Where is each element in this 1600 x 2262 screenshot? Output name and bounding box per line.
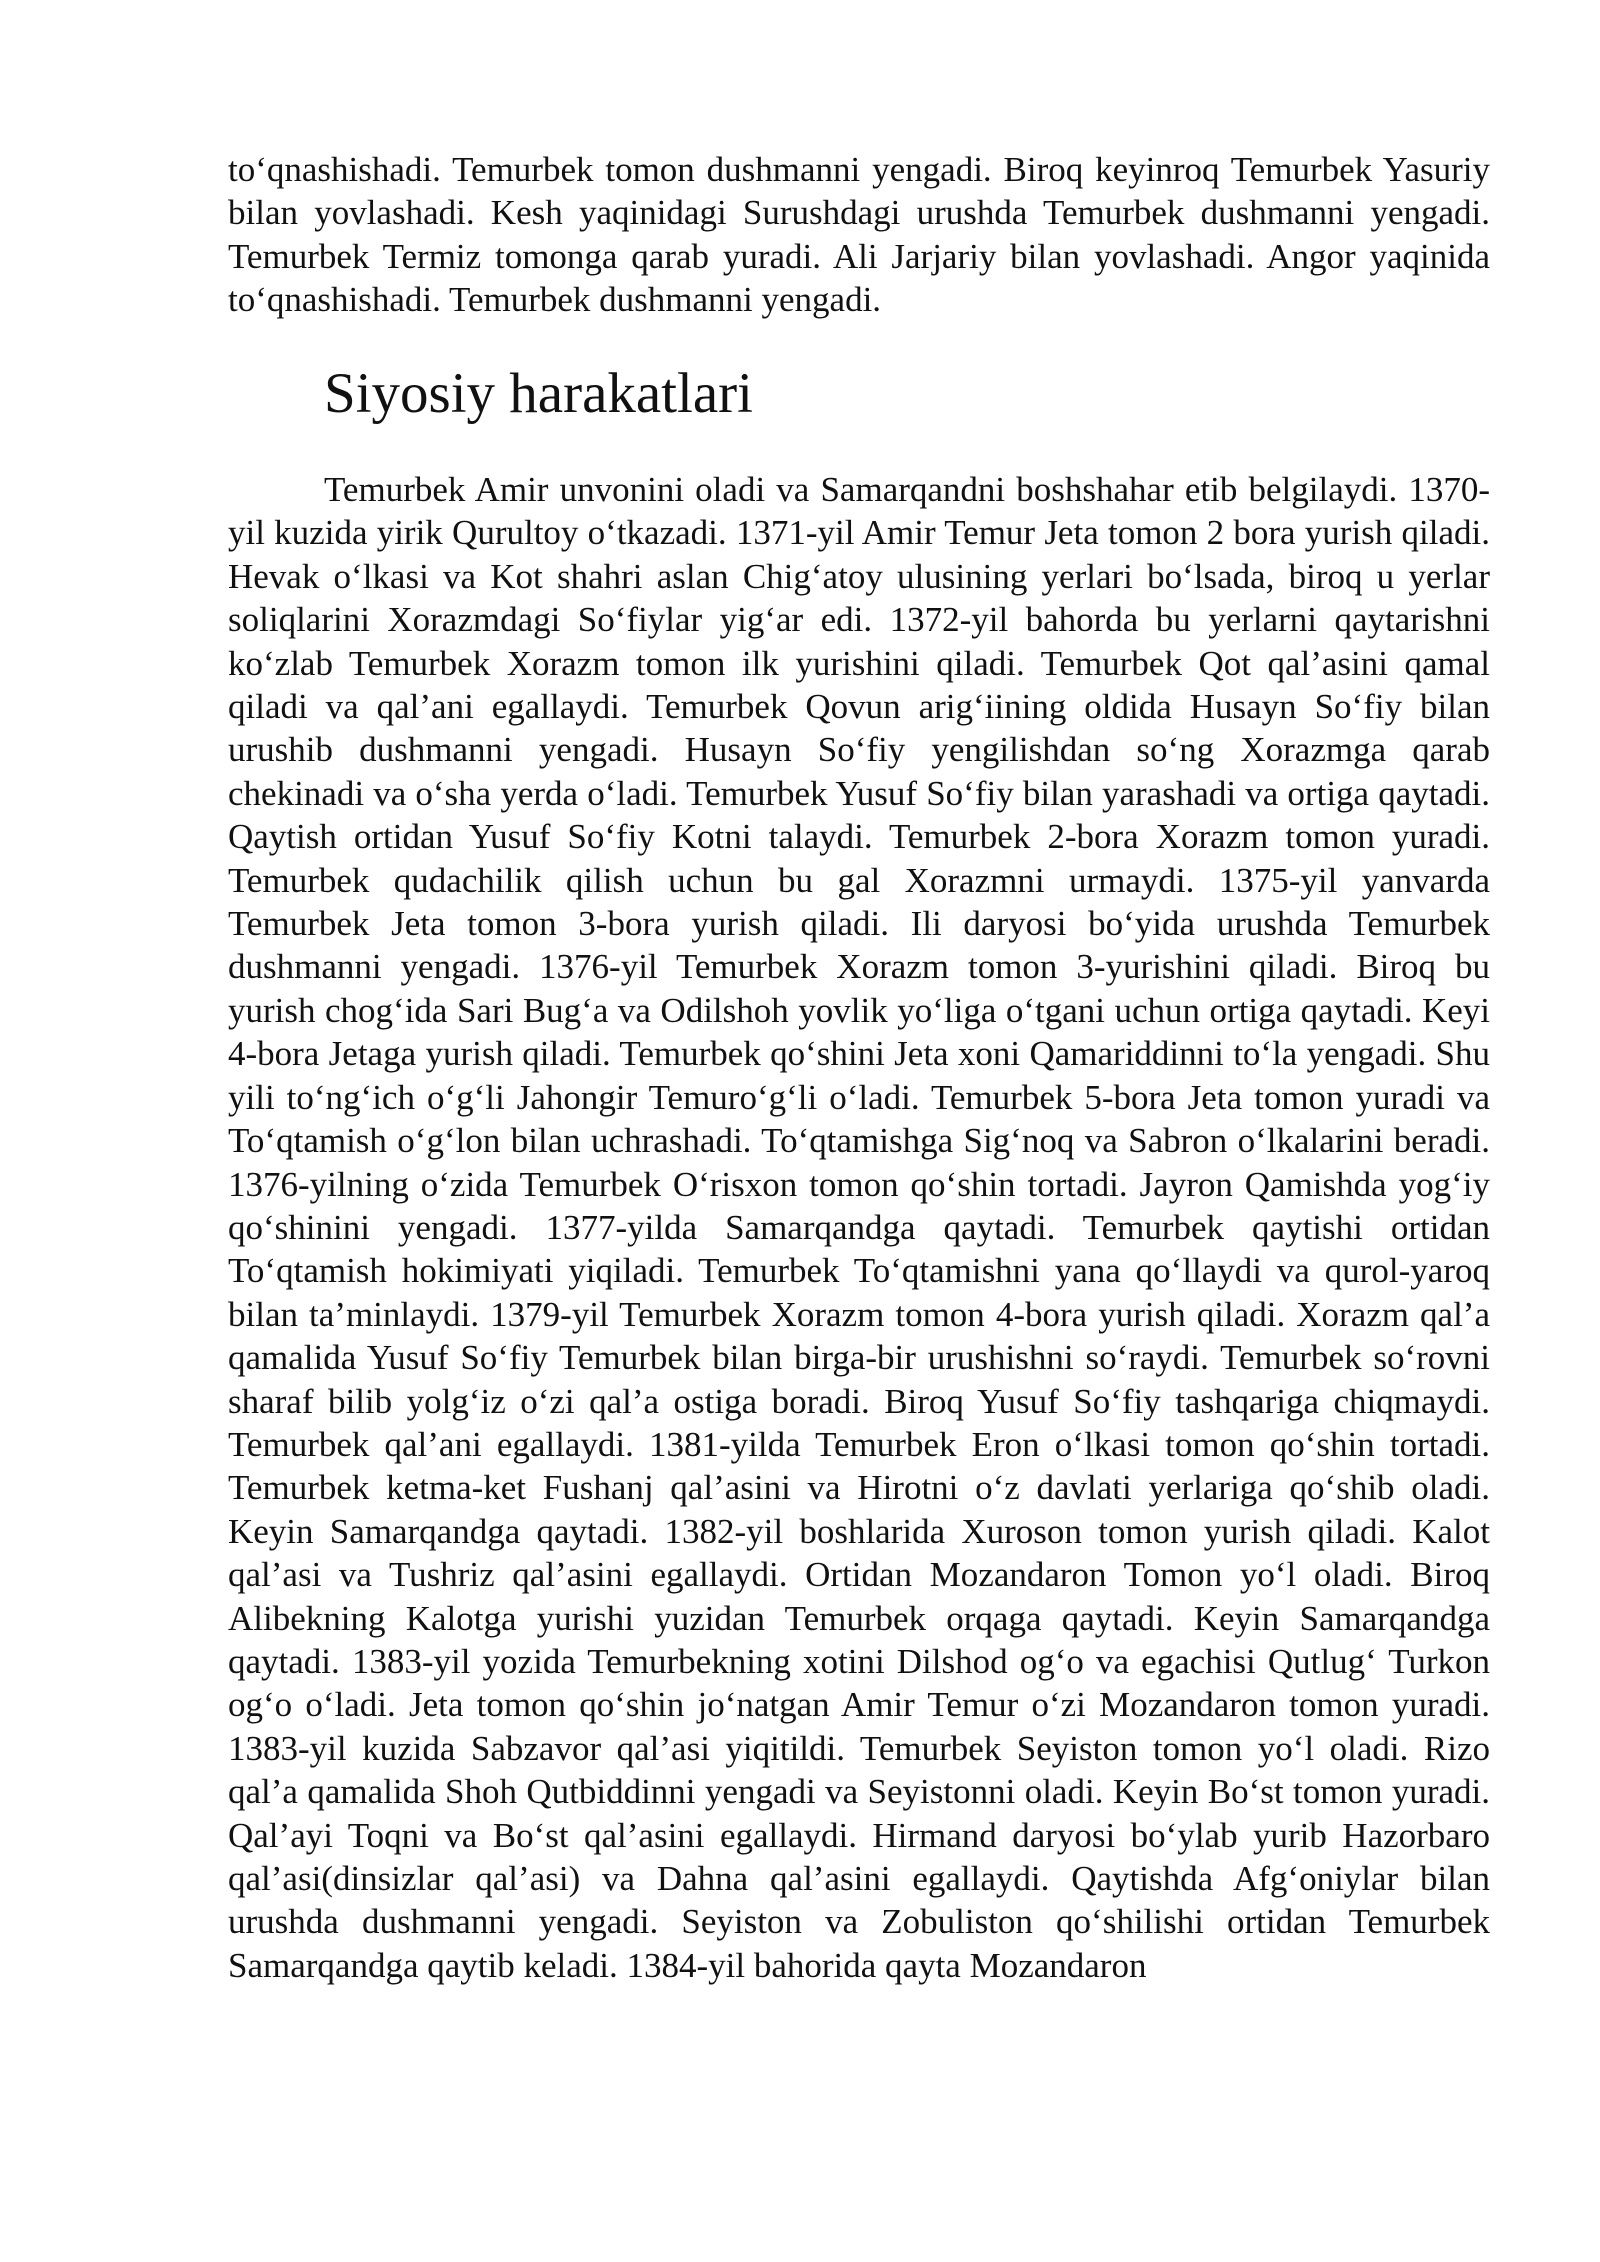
intro-paragraph: to‘qnashishadi. Temurbek tomon dushmanni yengadi. Biroq keyinroq Temurbek Yasuriy bilan yovlashadi. Kesh yaqinidagi Surushdagi urushda Temurbek dushmanni yengadi. Temurbek Termiz tomonga qarab yuradi. Ali Jarjariy bilan yovlashadi. Angor yaqinida to‘qnashishadi. Temurbek dushmanni yengadi. <box>228 150 1490 320</box>
section-paragraph: Temurbek Amir unvonini oladi va Samarqandni boshshahar etib belgilaydi. 1370-yil kuzida yirik Qurultoy o‘tkazadi. 1371-yil Amir Temur Jeta tomon 2 bora yurish qiladi. Hevak o‘lkasi va Kot shahri aslan Chig‘atoy ulusining yerlari bo‘lsada, biroq u yerlar soliqlarini Xorazmdagi So‘fiylar yig‘ar edi. 1372-yil bahorda bu yerlarni qaytarishni ko‘zlab Temurbek Xorazm tomon ilk yurishini qiladi. Temurbek Qot qal’asini qamal qiladi va qal’ani egallaydi. Temurbek Qovun arig‘iining oldida Husayn So‘fiy bilan urushib dushmanni yengadi. Husayn So‘fiy yengilishdan so‘ng Xorazmga qarab chekinadi va o‘sha yerda o‘ladi. Temurbek Yusuf So‘fiy bilan yarashadi va ortiga qaytadi. Qaytish ortidan Yusuf So‘fiy Kotni talaydi. Temurbek 2-bora Xorazm tomon yuradi. Temurbek qudachilik qilish uchun bu gal Xorazmni urmaydi. 1375-yil yanvarda Temurbek Jeta tomon 3-bora yurish qiladi. Ili daryosi bo‘yida urushda Temurbek dushmanni yengadi. 1376-yil Temurbek Xorazm tomon 3-yurishini qiladi. Biroq bu yurish chog‘ida Sari Bug‘a va Odilshoh yovlik yo‘liga o‘tgani uchun ortiga qaytadi. Keyi 4-bora Jetaga yurish qiladi. Temurbek qo‘shini Jeta xoni Qamariddinni to‘la yengadi. Shu yili to‘ng‘ich o‘g‘li Jahongir Temuro‘g‘li o‘ladi. Temurbek 5-bora Jeta tomon yuradi va To‘qtamish o‘g‘lon bilan uchrashadi. To‘qtamishga Sig‘noq va Sabron o‘lkalarini beradi. 1376-yilning o‘zida Temurbek O‘risxon tomon qo‘shin tortadi. Jayron Qamishda yog‘iy qo‘shinini yengadi. 1377-yilda Samarqandga qaytadi. Temurbek qaytishi ortidan To‘qtamish hokimiyati yiqiladi. Temurbek To‘qtamishni yana qo‘llaydi va qurol-yaroq bilan ta’minlaydi. 1379-yil Temurbek Xorazm tomon 4-bora yurish qiladi. Xorazm qal’a qamalida Yusuf So‘fiy Temurbek bilan birga-bir urushishni so‘raydi. Temurbek so‘rovni sharaf bilib yolg‘iz o‘zi qal’a ostiga boradi. Biroq Yusuf So‘fiy tashqariga chiqmaydi. Temurbek qal’ani egallaydi. 1381-yilda Temurbek Eron o‘lkasi tomon qo‘shin tortadi. Temurbek ketma-ket Fushanj qal’asini va Hirotni o‘z davlati yerlariga qo‘shib oladi. Keyin Samarqandga qaytadi. 1382-yil boshlarida Xuroson tomon yurish qiladi. Kalot qal’asi va Tushriz qal’asini egallaydi. Ortidan Mozandaron Tomon yo‘l oladi. Biroq Alibekning Kalotga yurishi yuzidan Temurbek orqaga qaytadi. Keyin Samarqandga qaytadi. 1383-yil yozida Temurbekning xotini Dilshod og‘o va egachisi Qutlug‘ Turkon og‘o o‘ladi. Jeta tomon qo‘shin jo‘natgan Amir Temur o‘zi Mozandaron tomon yuradi. 1383-yil kuzida Sabzavor qal’asi yiqitildi. Temurbek Seyiston tomon yo‘l oladi. Rizo qal’a qamalida Shoh Qutbiddinni yengadi va Seyistonni oladi. Keyin Bo‘st tomon yuradi. Qal’ayi Toqni va Bo‘st qal’asini egallaydi. Hirmand daryosi bo‘ylab yurib Hazorbaro qal’asi(dinsizlar qal’asi) va Dahna qal’asini egallaydi. Qaytishda Afg‘oniylar bilan urushda dushmanni yengadi. Seyiston va Zobuliston qo‘shilishi ortidan Temurbek Samarqandga qaytib keladi. 1384-yil bahorida qayta Mozandaron <box>228 470 1490 1985</box>
section-heading: Siyosiy harakatlari <box>324 362 753 425</box>
document-page <box>228 148 1490 1987</box>
